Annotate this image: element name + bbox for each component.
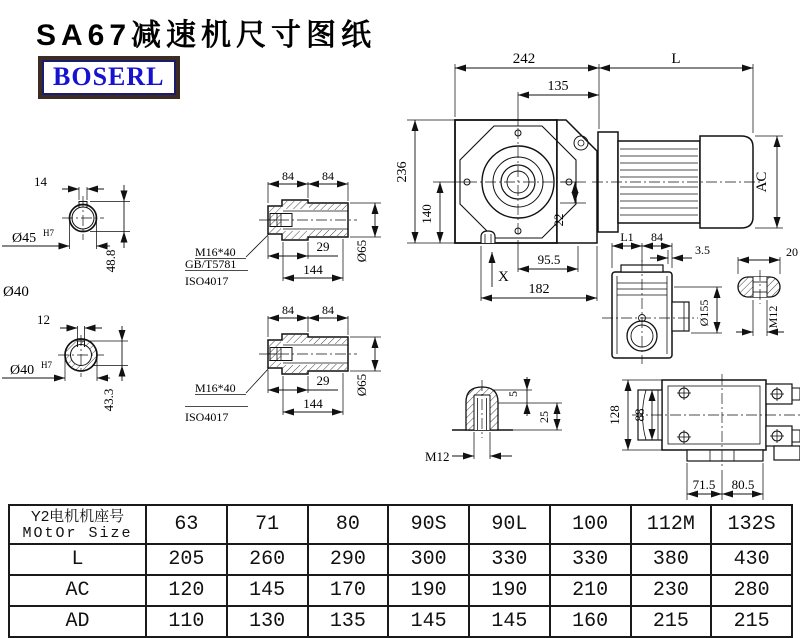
dim-width-20: 20 — [786, 245, 798, 259]
cell: 145 — [469, 606, 550, 637]
cell: 190 — [388, 575, 469, 606]
dim-bore-tolerance: H7 — [43, 228, 54, 238]
view-hollow-shaft-bottom — [2, 312, 128, 411]
cell: 290 — [308, 544, 389, 575]
dim-len-c: 29 — [316, 373, 330, 388]
cell: 120 — [146, 575, 227, 606]
dim-len-total: 144 — [303, 262, 323, 277]
view-sleeve-top — [185, 169, 381, 288]
table-header-label — [9, 505, 146, 544]
dim-len-b: 84 — [322, 169, 334, 183]
view-hollow-shaft-top — [2, 174, 130, 272]
dim-keyway-width: 12 — [37, 312, 50, 327]
dim-len-c: 29 — [316, 239, 330, 254]
view-main — [395, 51, 783, 301]
cell: 330 — [469, 544, 550, 575]
cell: 300 — [388, 544, 469, 575]
x-mark-label: X — [498, 269, 509, 285]
cell: 110 — [146, 606, 227, 637]
cell: 210 — [550, 575, 631, 606]
header-cn: Y2电机机座号 — [30, 507, 125, 525]
col-112M: 112M — [631, 505, 712, 544]
row-label: AC — [9, 575, 146, 606]
dim-bore: Ø45 — [12, 231, 37, 246]
view-keyway-detail — [736, 245, 798, 336]
std-iso: ISO4017 — [185, 410, 229, 424]
bolt-spec: M16*40 — [195, 381, 236, 395]
view-sleeve-bottom — [185, 303, 381, 424]
cell: 135 — [308, 606, 389, 637]
dim-motor-dia-AC: AC — [754, 171, 770, 193]
header-en: MOtOr Size — [22, 524, 133, 542]
dim-foot-80-5: 80.5 — [731, 477, 755, 492]
col-90S: 90S — [388, 505, 469, 544]
col-90L: 90L — [469, 505, 550, 544]
cell: 130 — [227, 606, 308, 637]
dim-len-total: 144 — [303, 396, 323, 411]
brand-logo-text: BOSERL — [42, 60, 176, 95]
dim-25: 25 — [537, 411, 551, 423]
cell: 380 — [631, 544, 712, 575]
dim-base-182: 182 — [528, 282, 550, 297]
table-row-AD — [9, 606, 792, 637]
table-row-L — [9, 544, 792, 575]
shaft-diameter-label: Ø40 — [3, 284, 29, 300]
bolt-spec: M16*40 — [195, 245, 236, 259]
motor-size-table — [8, 504, 793, 638]
table-row-AC — [9, 575, 792, 606]
dim-height-236: 236 — [395, 161, 410, 183]
dim-dia: Ø65 — [354, 373, 369, 397]
dim-135: 135 — [547, 79, 569, 94]
dim-center-height-140: 140 — [419, 204, 434, 224]
dim-3-5: 3.5 — [695, 243, 710, 257]
dim-len-b: 84 — [322, 303, 334, 317]
dim-keyway-height: 43.3 — [101, 388, 116, 412]
view-plug-detail — [425, 377, 562, 464]
dim-84: 84 — [651, 230, 663, 244]
dim-bore: Ø40 — [10, 363, 35, 378]
col-100: 100 — [550, 505, 631, 544]
cell: 330 — [550, 544, 631, 575]
cell: 260 — [227, 544, 308, 575]
dim-hub-88: 88 — [632, 408, 647, 422]
cell: 170 — [308, 575, 389, 606]
col-80: 80 — [308, 505, 389, 544]
cell: 215 — [631, 606, 712, 637]
dim-dia: Ø65 — [354, 239, 369, 263]
cell: 145 — [227, 575, 308, 606]
col-63: 63 — [146, 505, 227, 544]
dim-motor-length-L: L — [671, 51, 681, 67]
dim-L1: L1 — [620, 230, 634, 244]
cell: 430 — [711, 544, 792, 575]
std-iso: ISO4017 — [185, 274, 229, 288]
cell: 230 — [631, 575, 712, 606]
cell: 215 — [711, 606, 792, 637]
dim-len-a: 84 — [282, 303, 294, 317]
view-top — [607, 374, 800, 500]
cell: 280 — [711, 575, 792, 606]
dim-5: 5 — [506, 391, 520, 397]
dim-keyway-width: 14 — [34, 174, 47, 189]
thread-label: M12 — [425, 449, 450, 464]
row-label: AD — [9, 606, 146, 637]
col-132S: 132S — [711, 505, 792, 544]
cell: 205 — [146, 544, 227, 575]
thread-label: M12 — [766, 305, 780, 329]
dim-foot-71-5: 71.5 — [692, 477, 716, 492]
cell: 160 — [550, 606, 631, 637]
dim-len-a: 84 — [282, 169, 294, 183]
table-header-row — [9, 505, 792, 544]
cell: 190 — [469, 575, 550, 606]
view-front — [602, 230, 722, 364]
dim-bore-tolerance: H7 — [41, 360, 52, 370]
dim-height-128: 128 — [607, 405, 622, 425]
dim-width-242: 242 — [512, 51, 536, 67]
dim-keyway-height: 48.8 — [103, 249, 118, 273]
cell: 145 — [388, 606, 469, 637]
dim-flange-dia: Ø155 — [697, 299, 711, 327]
page-title: SA67减速机尺寸图纸 — [36, 19, 377, 52]
dim-22: 22 — [551, 213, 566, 227]
std-gb: GB/T5781 — [185, 257, 237, 271]
col-71: 71 — [227, 505, 308, 544]
dim-95-5: 95.5 — [537, 252, 561, 267]
row-label: L — [9, 544, 146, 575]
